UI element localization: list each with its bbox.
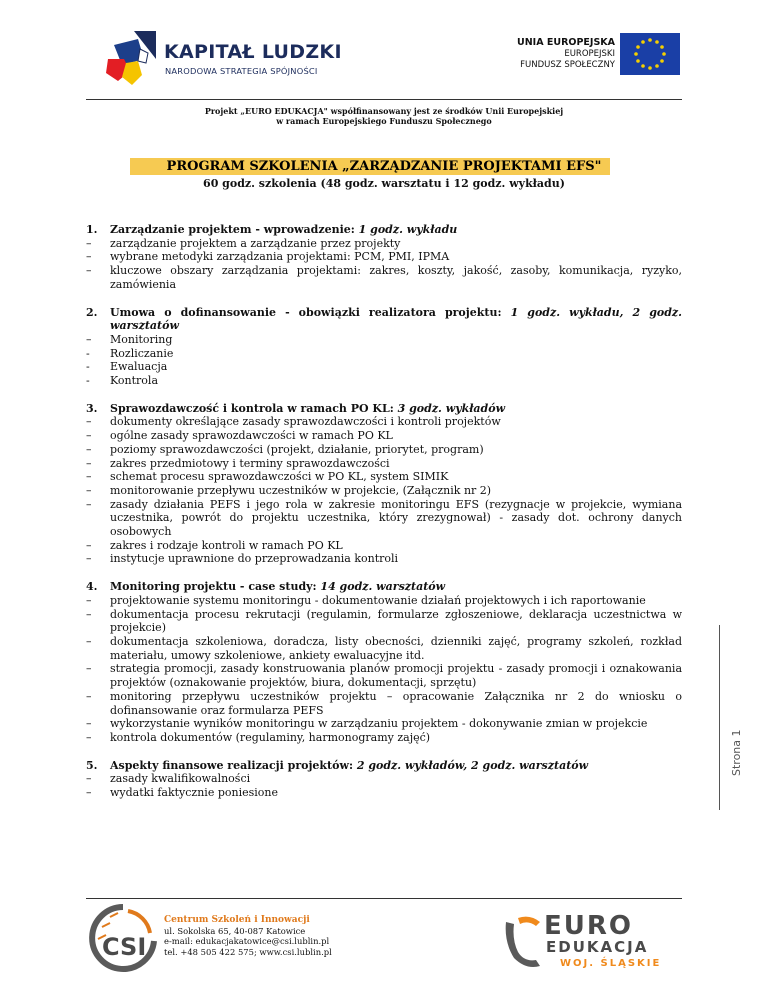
list-bullet: – [86, 470, 92, 484]
kapital-ludzki-subtitle: NARODOWA STRATEGIA SPÓJNOŚCI [165, 66, 318, 76]
list-item-text: monitorowanie przepływu uczestników w projekcie, (Załącznik nr 2) [110, 483, 492, 497]
list-bullet: – [86, 236, 92, 250]
section-heading [86, 759, 682, 773]
csi-contact-info [164, 915, 384, 957]
section-hours: 1 godz. wykładu, 2 godz. warsztatów [110, 305, 682, 333]
list-item [86, 552, 682, 566]
program-section [86, 759, 682, 800]
list-item [86, 539, 682, 553]
list-item [86, 498, 682, 539]
document-title: PROGRAM SZKOLENIA „ZARZĄDZANIE PROJEKTAMI EFS" [166, 159, 602, 174]
project-funding-note-line1: Projekt „EURO EDUKACJA" współfinansowany jest ze środków Unii Europejskiej [204, 106, 564, 116]
list-bullet: – [86, 442, 92, 456]
eu-logo-line3: FUNDUSZ SPOŁECZNY [520, 60, 615, 70]
list-item [86, 250, 682, 264]
list-bullet: – [86, 497, 92, 511]
list-item [86, 594, 682, 608]
list-item [86, 264, 682, 291]
list-item-text: wybrane metodyki zarządzania projektami: PCM, PMI, IPMA [110, 250, 450, 264]
list-bullet: – [86, 662, 92, 676]
kapital-ludzki-logo [104, 29, 342, 89]
list-bullet: – [86, 634, 92, 648]
section-heading-text [110, 402, 682, 416]
list-bullet: – [86, 552, 92, 566]
list-item [86, 443, 682, 457]
section-hours: 2 godz. wykładów, 2 godz. warsztatów [356, 758, 589, 772]
program-section [86, 306, 682, 388]
list-bullet: – [86, 786, 92, 800]
list-item [86, 333, 682, 347]
section-title: Monitoring projektu - case study: [110, 580, 321, 594]
list-bullet: - [86, 346, 90, 360]
list-item [86, 360, 682, 374]
page-number-label [722, 656, 752, 776]
list-item [86, 635, 682, 662]
page-label-divider [719, 625, 720, 810]
section-hours: 1 godz. wykładu [358, 223, 458, 236]
csi-logo-icon [88, 903, 158, 973]
list-item-text: schemat procesu sprawozdawczości w PO KL, system SIMIK [110, 470, 449, 484]
section-heading-text [110, 759, 682, 773]
list-item [86, 786, 682, 800]
list-item [86, 731, 682, 745]
list-item [86, 484, 682, 498]
list-item [86, 772, 682, 786]
section-heading [86, 306, 682, 333]
list-item-text: poziomy sprawozdawczości (projekt, działanie, priorytet, program) [110, 442, 484, 456]
list-item-text: Kontrola [110, 374, 159, 388]
euro-swoosh-accent-icon [518, 917, 540, 926]
section-heading-text [110, 223, 682, 237]
list-item [86, 429, 682, 443]
list-bullet: – [86, 538, 92, 552]
list-item [86, 717, 682, 731]
list-item [86, 457, 682, 471]
list-item [86, 690, 682, 717]
csi-address: ul. Sokolska 65, 40-087 Katowice [164, 925, 306, 936]
csi-phone-www: tel. +48 505 422 575; www.csi.lublin.pl [164, 946, 332, 957]
list-item-text: dokumenty określające zasady sprawozdawczości i kontroli projektów [110, 415, 501, 429]
section-title: Zarządzanie projektem - wprowadzenie: [110, 223, 359, 236]
list-bullet: – [86, 593, 92, 607]
list-item-text: monitoring przepływu uczestników projektu – opracowanie Załącznika nr 2 do wniosku o dofinansowanie oraz formularza PEFS [110, 689, 682, 717]
section-title: Aspekty finansowe realizacji projektów: [110, 758, 357, 772]
eu-logo [510, 33, 680, 91]
section-heading [86, 402, 682, 416]
document-subtitle: 60 godz. szkolenia (48 godz. warsztatu i 12 godz. wykładu) [203, 177, 565, 190]
section-number: 4. [86, 580, 98, 594]
list-bullet: – [86, 772, 92, 786]
list-item-text: strategia promocji, zasady konstruowania planów promocji projektu - zasady promocji i oznakowania projektów (oznakowanie projektów, biura, dokumentacji, sprzętu) [110, 662, 682, 690]
list-item-text: projektowanie systemu monitoringu - dokumentowanie działań projektowych i ich raportowanie [110, 593, 646, 607]
list-bullet: – [86, 429, 92, 443]
list-item-text: dokumentacja procesu rekrutacji (regulamin, formularze zgłoszeniowe, deklaracja uczestnictwa w projekcie) [110, 607, 682, 635]
section-number: 5. [86, 758, 98, 772]
list-item [86, 415, 682, 429]
euro-edukacja-logo [500, 908, 690, 974]
section-number: 3. [86, 401, 98, 415]
list-bullet: - [86, 374, 90, 388]
header-divider [86, 99, 682, 100]
list-bullet: – [86, 689, 92, 703]
euro-logo-line3: WOJ. ŚLĄSKIE [560, 958, 662, 969]
section-hours: 3 godz. wykładów [397, 401, 506, 415]
euro-logo-line1: EURO [544, 911, 633, 941]
list-item [86, 470, 682, 484]
page-number-text: Strona 1 [730, 729, 743, 776]
list-bullet: – [86, 332, 92, 346]
section-heading [86, 580, 682, 594]
list-item-text: wykorzystanie wyników monitoringu w zarządzaniu projektem - dokonywanie zmian w projekcie [110, 717, 648, 731]
euro-logo-line2: EDUKACJA [546, 938, 649, 956]
list-item-text: zakres przedmiotowy i terminy sprawozdawczości [110, 456, 390, 470]
list-item [86, 662, 682, 689]
list-item-text: zarządzanie projektem a zarządzanie przez projekty [110, 236, 401, 250]
list-item-text: dokumentacja szkoleniowa, doradcza, listy obecności, dzienniki zajęć, programy szkoleń, rozkład materiału, umowy szkoleniowe, ankiety ewaluacyjne itd. [110, 634, 682, 662]
section-title: Umowa o dofinansowanie - obowiązki realizatora projektu: [110, 305, 511, 319]
list-bullet: – [86, 264, 92, 278]
list-item-text: kluczowe obszary zarządzania projektami: zakres, koszty, jakość, zasoby, komunikacja, ryzyko, zamówienia [110, 264, 682, 291]
list-bullet: – [86, 415, 92, 429]
list-bullet: – [86, 250, 92, 264]
kapital-ludzki-emblem-icon [104, 29, 156, 87]
program-content [86, 223, 682, 814]
eu-logo-text [517, 36, 615, 71]
list-bullet: – [86, 730, 92, 744]
section-heading-text [110, 580, 682, 594]
section-title: Sprawozdawczość i kontrola w ramach PO KL: [110, 401, 398, 415]
eu-logo-line2: EUROPEJSKI [564, 49, 615, 59]
section-number: 1. [86, 223, 98, 236]
footer-divider [86, 898, 682, 899]
list-bullet: – [86, 607, 92, 621]
eu-logo-line1: UNIA EUROPEJSKA [517, 37, 615, 48]
list-item [86, 347, 682, 361]
list-item [86, 374, 682, 388]
list-item-text: zasady działania PEFS i jego rola w zakresie monitoringu EFS (rezygnacje w projekcie, wymiana uczestnika, powrót do projektu uczestnika, który zrezygnował) - zasady dot. ochrony danych osobowych [110, 497, 682, 539]
list-bullet: - [86, 360, 90, 374]
project-funding-note-line2: w ramach Europejskiego Funduszu Społecznego [276, 116, 492, 126]
list-bullet: – [86, 456, 92, 470]
program-section [86, 580, 682, 744]
list-item-text: zakres i rodzaje kontroli w ramach PO KL [110, 538, 343, 552]
csi-logo-text: CSI [102, 933, 147, 961]
program-section [86, 402, 682, 566]
list-item-text: wydatki faktycznie poniesione [110, 786, 278, 800]
list-item-text: Ewaluacja [110, 360, 168, 374]
euro-swoosh-icon [506, 922, 540, 967]
list-item-text: Rozliczanie [110, 346, 174, 360]
list-item [86, 237, 682, 251]
section-hours: 14 godz. warsztatów [320, 580, 446, 594]
list-item-text: ogólne zasady sprawozdawczości w ramach PO KL [110, 429, 393, 443]
list-item-text: kontrola dokumentów (regulaminy, harmonogramy zajęć) [110, 730, 431, 744]
section-heading-text [110, 306, 682, 333]
list-item-text: zasady kwalifikowalności [110, 772, 251, 786]
list-item [86, 608, 682, 635]
list-bullet: – [86, 717, 92, 731]
section-heading [86, 223, 682, 237]
csi-org-name: Centrum Szkoleń i Innowacji [164, 915, 310, 925]
csi-email: e-mail: edukacjakatowice@csi.lublin.pl [164, 936, 330, 946]
kapital-ludzki-title: KAPITAŁ LUDZKI [164, 41, 342, 63]
list-item-text: instytucje uprawnione do przeprowadzania kontroli [110, 552, 399, 566]
section-number: 2. [86, 305, 98, 319]
eu-flag-icon [620, 33, 680, 75]
list-item-text: Monitoring [110, 332, 173, 346]
program-section [86, 223, 682, 292]
list-bullet: – [86, 483, 92, 497]
project-funding-note [86, 106, 682, 126]
